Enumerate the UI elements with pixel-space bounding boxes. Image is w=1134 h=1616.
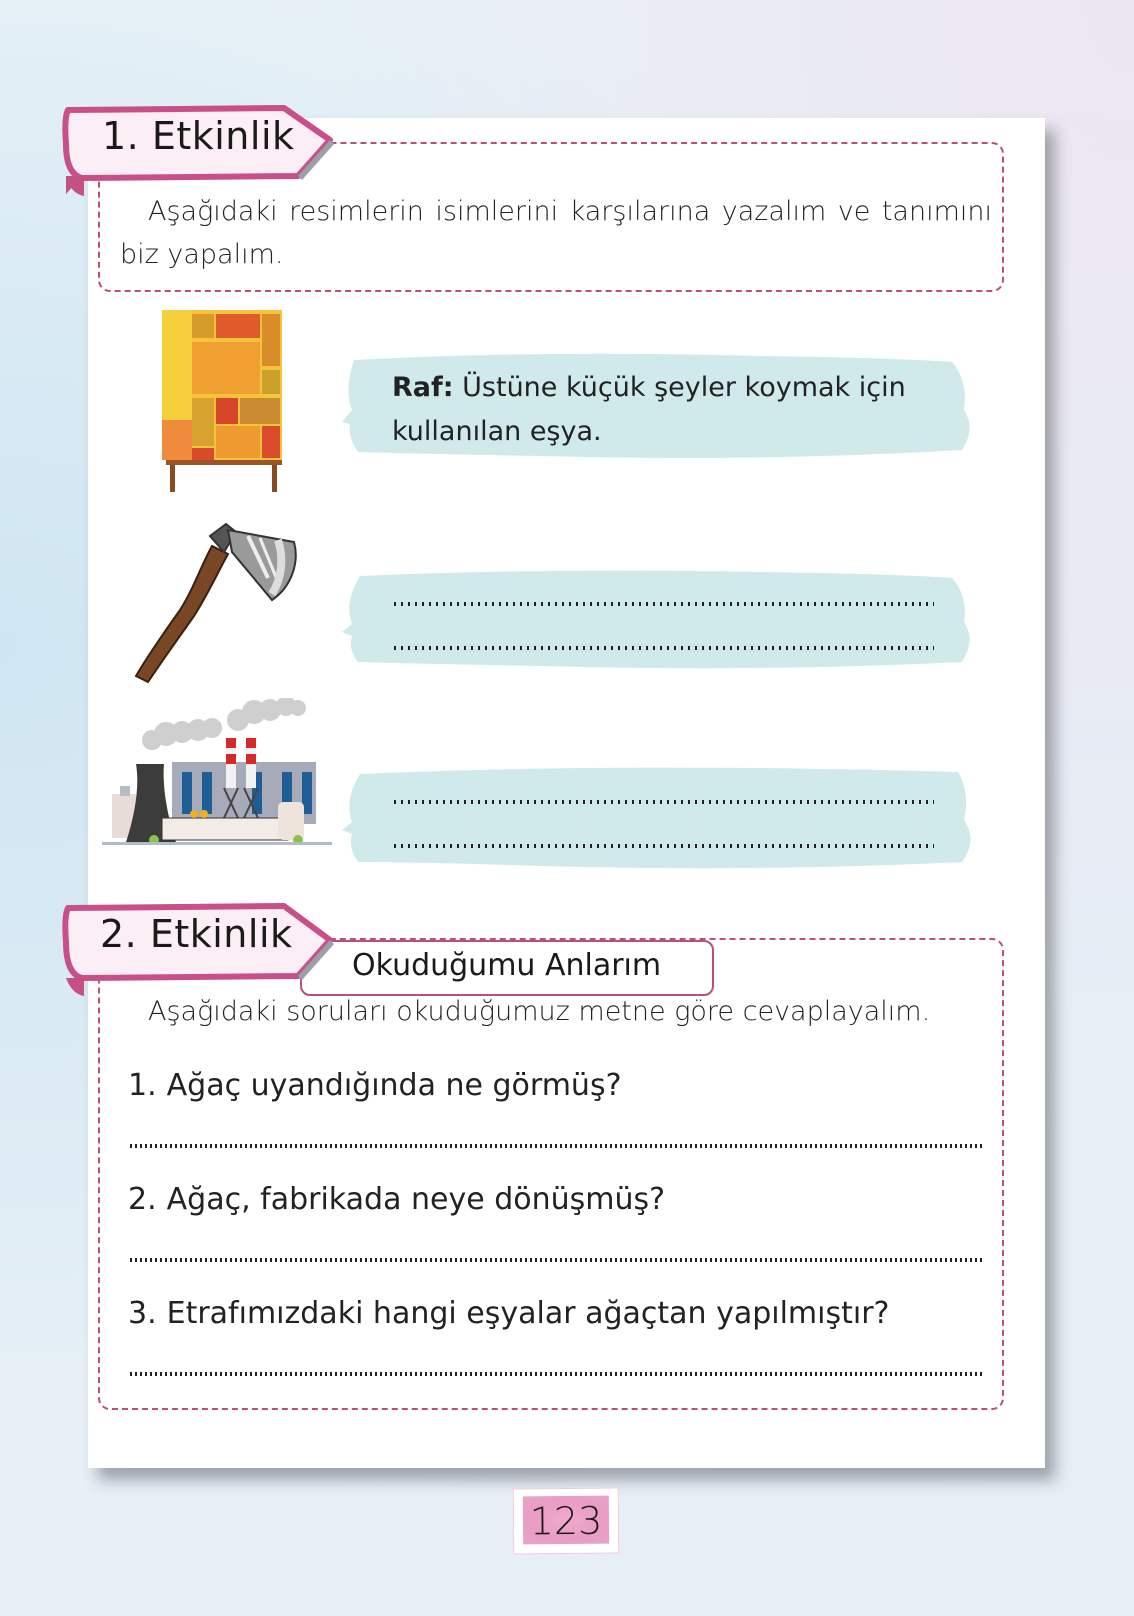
question-number: 2. — [128, 1182, 157, 1217]
answer-line-q1[interactable] — [130, 1144, 982, 1148]
definition-term-1: Raf: — [392, 372, 454, 403]
definition-swatch-3 — [340, 762, 980, 872]
answer-line-3a[interactable] — [394, 800, 934, 804]
activity2-subtitle: Okuduğumu Anlarım — [352, 948, 662, 983]
definition-body-1: Üstüne küçük şeyler koymak için kullanılan eşya. — [392, 372, 906, 447]
answer-line-q2[interactable] — [130, 1258, 982, 1262]
page-number-badge — [513, 1488, 620, 1555]
question-3 — [128, 1296, 889, 1331]
question-number: 1. — [128, 1068, 157, 1103]
question-text: Ağaç, fabrikada neye dönüşmüş? — [166, 1182, 666, 1217]
factory-image — [102, 698, 332, 848]
activity2-instruction: Aşağıdaki soruları okuduğumuz metne göre cevaplayalım. — [148, 996, 931, 1027]
activity2-title: 2. Etkinlik — [100, 912, 293, 956]
activity1-instruction: Aşağıdaki resimlerin isimlerini karşılarına yazalım ve tanımını biz yapalım. — [120, 196, 992, 270]
question-number: 3. — [128, 1296, 157, 1331]
definition-swatch-2 — [340, 566, 980, 672]
question-1 — [128, 1068, 622, 1103]
activity1-ribbon — [62, 104, 342, 204]
answer-line-2b[interactable] — [394, 646, 934, 650]
definition-text-1 — [392, 366, 932, 454]
answer-line-2a[interactable] — [394, 602, 934, 606]
axe-image — [128, 518, 308, 688]
question-text: Etrafımızdaki hangi eşyalar ağaçtan yapılmıştır? — [166, 1296, 890, 1331]
answer-line-3b[interactable] — [394, 844, 934, 848]
answer-line-q3[interactable] — [130, 1372, 982, 1376]
worksheet-card — [88, 118, 1045, 1468]
activity2-subtitle-box — [300, 940, 714, 996]
question-2 — [128, 1182, 665, 1217]
page-number: 123 — [529, 1498, 603, 1544]
activity1-title: 1. Etkinlik — [102, 114, 295, 158]
bookshelf-image — [160, 308, 290, 500]
question-text: Ağaç uyandığında ne görmüş? — [166, 1068, 622, 1103]
definition-swatch-1 — [340, 350, 980, 464]
activity2-ribbon — [62, 902, 342, 1002]
